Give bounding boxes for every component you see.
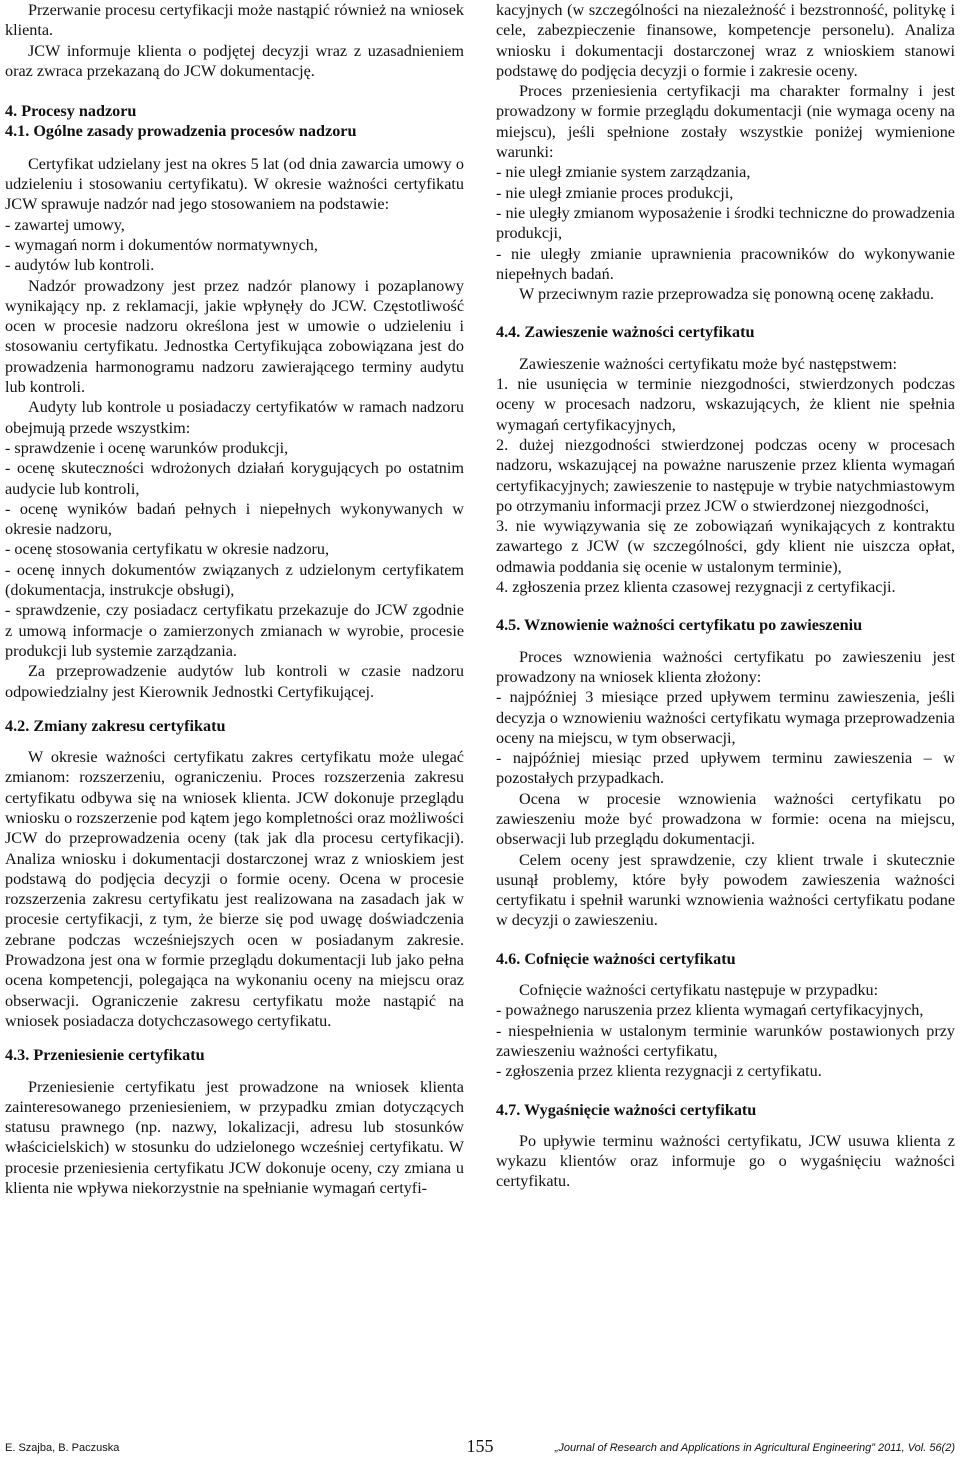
section-heading: 4.3. Przeniesienie certyfikatu — [5, 1046, 205, 1065]
section-heading: 4.7. Wygaśnięcie ważności certyfikatu — [496, 1100, 757, 1119]
list-item: - ocenę skuteczności wdrożonych działań korygujących po ostatnim audycie lub kontroli, — [5, 459, 464, 498]
footer-authors: E. Szajba, B. Paczuska — [5, 1442, 120, 1454]
list-item: - nie uległ zmianie system zarządzania, — [496, 163, 751, 182]
section-heading: 4.6. Cofnięcie ważności certyfikatu — [496, 949, 736, 968]
section-heading: 4. Procesy nadzoru — [5, 102, 137, 121]
list-item: - ocenę wyników badań pełnych i niepełnych wykonywanych w okresie nadzoru, — [5, 499, 464, 539]
paragraph: Za przeprowadzenie audytów lub kontroli w czasie nadzoru odpowiedzialny jest Kierownik Jednostki Certyfikującej. — [5, 662, 464, 701]
list-item: - najpóźniej 3 miesiące przed upływem terminu zawieszenia, jeśli decyzja o wznowieniu ważności certyfikatu wymaga przeprowadzenia oceny na miejscu, w tym obserwacji, — [496, 688, 955, 747]
section-heading: 4.5. Wznowienie ważności certyfikatu po zawieszeniu — [496, 616, 863, 635]
paragraph: Audyty lub kontrole u posiadaczy certyfikatów w ramach nadzoru obejmują przede wszystkim: — [5, 398, 464, 437]
paragraph: kacyjnych (w szczególności na niezależność i bezstronność, politykę i cele, zabezpieczenie finansowe, kompetencje personelu). Analiza wniosku i dokumentacji dostarczonej wraz z wnioskiem stanowi podstawę do podjęcia decyzji o formie i zakresie oceny. — [496, 1, 955, 80]
paragraph: W przeciwnym razie przeprowadza się ponowną ocenę zakładu. — [519, 285, 934, 304]
list-item: 2. dużej niezgodności stwierdzonej podczas oceny w procesach nadzoru, wskazującej na poważne naruszenie przez klienta wymagań certyfikacyjnych; zawieszenie to następuje w trybie natychmiastowym po otrzymaniu informacji przez JCW o stwierdzonej niezgodności, — [496, 435, 955, 515]
paragraph: Celem oceny jest sprawdzenie, czy klient trwale i skutecznie usunął problemy, które były powodem zawieszenia ważności certyfikatu i spełnił warunki wznowienia ważności certyfikatu podane w decyzji o zawieszeniu. — [496, 850, 955, 930]
list-item: - nie uległy zmianie uprawnienia pracowników do wykonywanie niepełnych badań. — [496, 244, 955, 283]
page-number: 155 — [466, 1436, 494, 1456]
footer-journal: „Journal of Research and Applications in Agricultural Engineering” 2011, Vol. 56(2) — [554, 1442, 955, 1454]
list-item: - zgłoszenia przez klienta rezygnacji z certyfikatu. — [496, 1062, 822, 1081]
paragraph: Po upływie terminu ważności certyfikatu, JCW usuwa klienta z wykazu klientów oraz informuje go o wygaśnięciu ważności certyfikatu. — [496, 1131, 955, 1191]
paragraph: Przeniesienie certyfikatu jest prowadzone na wniosek klienta zainteresowanego przeniesieniem, w przypadku zmian dotyczących statusu prawnego (np. nazwy, lokalizacji, adresu lub stosunków właścicielskich) w stosunku do udzielonego wcześniej certyfikatu. W procesie przeniesienia certyfikatu JCW dokonuje oceny, czy zmiana u klienta nie wpływa niekorzystnie na spełnianie wymagań certyfi- — [5, 1077, 464, 1198]
section-heading: 4.1. Ogólne zasady prowadzenia procesów nadzoru — [5, 122, 357, 141]
paragraph: Nadzór prowadzony jest przez nadzór planowy i pozaplanowy wynikający np. z reklamacji, jakie wpłynęły do JCW. Częstotliwość ocen w procesie nadzoru określona jest w umowie o udzieleniu i stosowaniu certyfikatu. Jednostka Certyfikująca zobowiązana jest do prowadzenia harmonogramu nadzoru zawierającego terminy audytu lub kontroli. — [5, 276, 464, 397]
section-heading: 4.4. Zawieszenie ważności certyfikatu — [496, 323, 755, 342]
paragraph: JCW informuje klienta o podjętej decyzji wraz z uzasadnieniem oraz zwraca przekazaną do JCW dokumentację. — [5, 41, 464, 80]
paragraph: Certyfikat udzielany jest na okres 5 lat (od dnia zawarcia umowy o udzieleniu i stosowaniu certyfikatu). W okresie ważności certyfikatu JCW sprawuje nadzór nad jego stosowaniem na podstawie: — [5, 154, 464, 214]
list-item: - audytów lub kontroli. — [5, 256, 155, 275]
list-item: - sprawdzenie, czy posiadacz certyfikatu przekazuje do JCW zgodnie z umową informacje o zamierzonych zmianach w wyrobie, procesie produkcji lub systemie zarządzania. — [5, 601, 464, 660]
list-item: - nie uległy zmianom wyposażenie i środki techniczne do prowadzenia produkcji, — [496, 203, 955, 243]
paragraph: Ocena w procesie wznowienia ważności certyfikatu po zawieszeniu może być prowadzona w formie: ocena na miejscu, obserwacji lub przeglądu dokumentacji. — [496, 789, 955, 849]
page-footer — [5, 1436, 955, 1458]
list-item: - niespełnienia w ustalonym terminie warunków postawionych przy zawieszeniu ważności certyfikatu, — [496, 1021, 955, 1060]
paragraph: Zawieszenie ważności certyfikatu może być następstwem: — [519, 354, 898, 373]
paragraph: W okresie ważności certyfikatu zakres certyfikatu może ulegać zmianom: rozszerzeniu, ograniczeniu. Proces rozszerzenia zakresu certyfikatu odbywa się na wniosek klienta. JCW dokonuje przeglądu wniosku o rozszerzenie pod kątem jego kompletności oraz możliwości JCW do przeprowadzenia oceny (tak jak dla procesu certyfikacji). Analiza wniosku i dokumentacji dostarczonej wraz z wnioskiem jest podstawą do podjęcia decyzji o formie oceny. Ocena w procesie rozszerzenia zakresu certyfikatu jest realizowana na zasadach jak w procesie certyfikacji, z tym, że bierze się pod uwagę doświadczenia zebrane podczas wcześniejszych ocen w posiadanym zakresie. Prowadzona jest ona w formie przeglądu dokumentacji lub jako pełna ocena kompetencji, polegająca na wykonaniu oceny na miejscu oraz obserwacji. Ograniczenie zakresu certyfikatu może nastąpić na wniosek posiadacza dotychczasowego certyfikatu. — [5, 748, 464, 1030]
list-item: 1. nie usunięcia w terminie niezgodności, stwierdzonych podczas oceny w procesach nadzoru, wskazujących, że klient nie spełnia wymagań certyfikacyjnych, — [496, 375, 955, 434]
list-item: - najpóźniej miesiąc przed upływem terminu zawieszenia – w pozostałych przypadkach. — [496, 749, 955, 788]
paragraph: Proces wznowienia ważności certyfikatu po zawieszeniu jest prowadzony na wniosek klienta złożony: — [496, 647, 955, 686]
list-item: - ocenę stosowania certyfikatu w okresie nadzoru, — [5, 540, 330, 559]
list-item: - wymagań norm i dokumentów normatywnych, — [5, 235, 318, 254]
list-item: - zawartej umowy, — [5, 215, 125, 234]
list-item: 3. nie wywiązywania się ze zobowiązań wynikających z kontraktu zawartego z JCW (w szczególności, gdy klient nie uiszcza opłat, odmawia poddania się ocenie w ustalonym terminie), — [496, 517, 955, 576]
left-column — [5, 0, 464, 1198]
section-heading: 4.2. Zmiany zakresu certyfikatu — [5, 716, 226, 735]
list-item: - sprawdzenie i ocenę warunków produkcji, — [5, 438, 289, 457]
paragraph: Proces przeniesienia certyfikacji ma charakter formalny i jest prowadzony w formie przeglądu dokumentacji (nie wymaga oceny na miejscu), jeśli spełnione zostały wszystkie poniżej wymienione warunki: — [496, 82, 955, 162]
list-item: - ocenę innych dokumentów związanych z udzielonym certyfikatem (dokumentacja, instrukcje obsługi), — [5, 560, 464, 600]
paragraph: Cofnięcie ważności certyfikatu następuje w przypadku: — [519, 981, 879, 1000]
list-item: - nie uległ zmianie proces produkcji, — [496, 183, 734, 202]
right-column — [496, 0, 955, 1192]
list-item: 4. zgłoszenia przez klienta czasowej rezygnacji z certyfikacji. — [496, 578, 896, 597]
paragraph: Przerwanie procesu certyfikacji może nastąpić również na wniosek klienta. — [5, 1, 464, 40]
list-item: - poważnego naruszenia przez klienta wymagań certyfikacyjnych, — [496, 1001, 924, 1020]
